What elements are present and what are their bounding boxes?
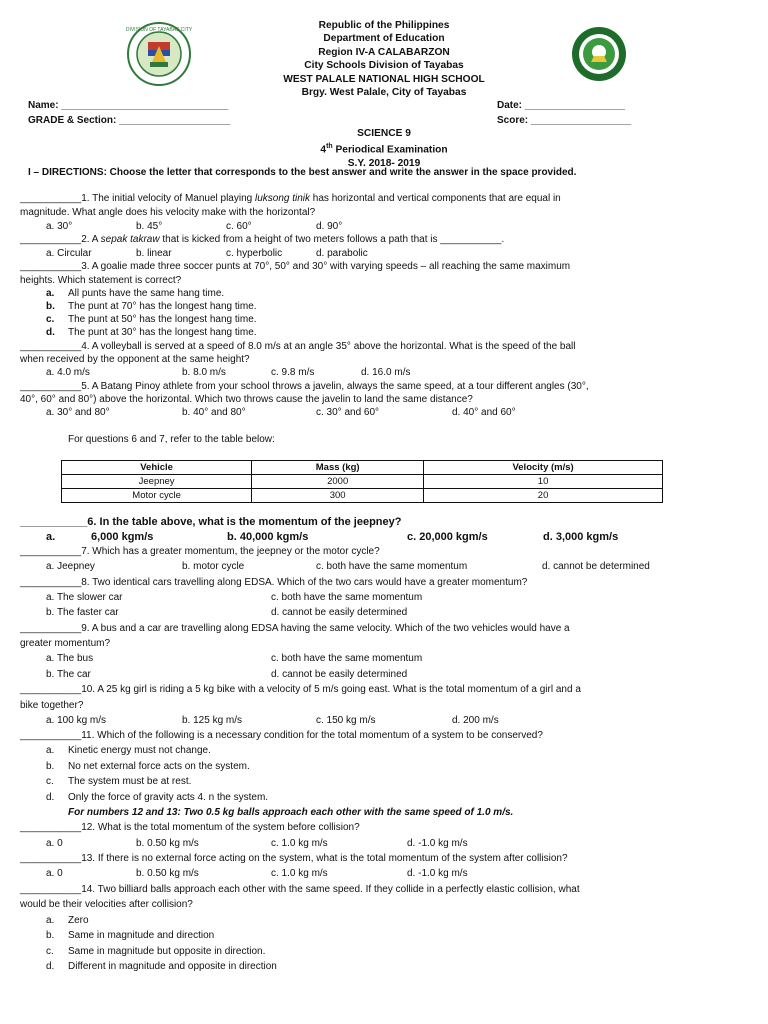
q1-option-b[interactable]: b. 45° [136, 221, 163, 232]
q6-option-b[interactable]: b. 40,000 kgm/s [227, 531, 309, 543]
q12-option-c[interactable]: c. 1.0 kg m/s [271, 838, 328, 849]
q2-option-d[interactable]: d. parabolic [316, 248, 368, 259]
table-cell: 2000 [252, 475, 424, 489]
q1-option-d[interactable]: d. 90° [316, 221, 343, 232]
q8-option-a[interactable]: a. The slower car [46, 592, 123, 603]
q10-option-b[interactable]: b. 125 kg m/s [182, 715, 243, 726]
answer-blank[interactable]: ___________ [20, 884, 82, 895]
exam-quarter: 4th Periodical Examination [320, 143, 448, 156]
q10-option-c[interactable]: c. 150 kg m/s [316, 715, 376, 726]
answer-blank[interactable]: ___________ [20, 730, 82, 741]
question-12: ___________12. What is the total momentum of the system before collision? [20, 822, 360, 833]
q9-option-b[interactable]: b. The car [46, 669, 91, 680]
table-cell: Jeepney [62, 475, 252, 489]
header-deped: Department of Education [323, 33, 445, 45]
exam-subject: SCIENCE 9 [357, 128, 411, 139]
q13-option-d[interactable]: d. -1.0 kg m/s [407, 868, 468, 879]
q14-option-c[interactable]: Same in magnitude but opposite in direction. [68, 946, 266, 957]
question-6: ___________6. In the table above, what is the momentum of the jeepney? [20, 516, 402, 528]
q14-option-d[interactable]: Different in magnitude and opposite in direction [68, 961, 277, 972]
q5-option-b[interactable]: b. 40° and 80° [182, 407, 246, 418]
q6-option-c[interactable]: c. 20,000 kgm/s [407, 531, 488, 543]
q11-letter-c: c. [46, 776, 54, 787]
header-block [0, 19, 768, 99]
q10-option-a[interactable]: a. 100 kg m/s [46, 715, 107, 726]
name-field[interactable]: Name: ______________________________ [28, 100, 229, 111]
q11-letter-a: a. [46, 745, 55, 756]
q12-option-d[interactable]: d. -1.0 kg m/s [407, 838, 468, 849]
q11-option-d[interactable]: Only the force of gravity acts 4. n the system. [68, 792, 269, 803]
question-3-line2: heights. Which statement is correct? [20, 275, 182, 286]
q2-option-a[interactable]: a. Circular [46, 248, 92, 259]
header-school: WEST PALALE NATIONAL HIGH SCHOOL [283, 73, 485, 85]
question-5-line2: 40°, 60° and 80°) above the horizontal. Which two throws cause the javelin to land the same distance? [20, 394, 473, 405]
q8-option-d[interactable]: d. cannot be easily determined [271, 607, 408, 618]
question-1: ___________1. The initial velocity of Manuel playing luksong tinik has horizontal and vertical components that are equal in [20, 193, 561, 204]
question-8: ___________8. Two identical cars travelling along EDSA. Which of the two cars would have a greater momentum? [20, 577, 528, 588]
q11-option-a[interactable]: Kinetic energy must not change. [68, 745, 211, 756]
q5-option-d[interactable]: d. 40° and 60° [452, 407, 516, 418]
q8-option-c[interactable]: c. both have the same momentum [271, 592, 423, 603]
question-5: ___________5. A Batang Pinoy athlete from your school throws a javelin, always the same speed, at a tour different angles (30°, [20, 381, 589, 392]
question-2: ___________2. A sepak takraw that is kicked from a height of two meters follows a path that is ___________. [20, 234, 505, 245]
answer-blank[interactable]: ___________ [20, 381, 82, 392]
answer-blank[interactable]: ___________ [20, 822, 82, 833]
table-row [62, 475, 663, 489]
answer-blank[interactable]: ___________ [20, 546, 82, 557]
table-cell: Motor cycle [62, 489, 252, 503]
question-4-line2: when received by the opponent at the same height? [20, 354, 250, 365]
q14-option-a[interactable]: Zero [68, 915, 89, 926]
grade-section-field[interactable]: GRADE & Section: ____________________ [28, 115, 231, 126]
header-republic: Republic of the Philippines [318, 20, 450, 31]
q6-letter-a: a. [46, 531, 56, 543]
q13-option-b[interactable]: b. 0.50 kg m/s [136, 868, 199, 879]
vehicle-table [61, 460, 663, 503]
table-cell: 10 [424, 475, 663, 489]
table-row [62, 489, 663, 503]
q4-option-a[interactable]: a. 4.0 m/s [46, 367, 90, 378]
date-field[interactable]: Date: __________________ [497, 100, 625, 111]
answer-blank[interactable]: ___________ [20, 853, 82, 864]
q14-letter-d: d. [46, 961, 55, 972]
q3-option-c[interactable]: The punt at 50° has the longest hang time. [68, 314, 257, 325]
table-header-row [62, 461, 663, 475]
table-intro: For questions 6 and 7, refer to the table below: [68, 434, 275, 445]
answer-blank[interactable]: ___________ [20, 684, 82, 695]
header-region: Region IV-A CALABARZON [318, 46, 450, 58]
answer-blank[interactable]: ___________ [20, 234, 82, 245]
q7-option-d[interactable]: d. cannot be determined [542, 561, 650, 572]
q6-option-a[interactable]: 6,000 kgm/s [91, 531, 154, 543]
question-10-line2: bike together? [20, 700, 84, 711]
q7-option-b[interactable]: b. motor cycle [182, 561, 245, 572]
table-header: Vehicle [62, 461, 252, 475]
q7-option-a[interactable]: a. Jeepney [46, 561, 95, 572]
q3-option-a[interactable]: All punts have the same hang time. [68, 288, 225, 299]
question-4: ___________4. A volleyball is served at a speed of 8.0 m/s at an angle 35° above the horizontal. What is the speed of the ball [20, 341, 576, 352]
q9-option-a[interactable]: a. The bus [46, 653, 94, 664]
q11-letter-d: d. [46, 792, 55, 803]
question-13: ___________13. If there is no external force acting on the system, what is the total momentum of the system after collision? [20, 853, 568, 864]
q9-option-c[interactable]: c. both have the same momentum [271, 653, 423, 664]
table-cell: 20 [424, 489, 663, 503]
answer-blank[interactable]: ___________ [20, 261, 82, 272]
question-14-line2: would be their velocities after collision? [20, 899, 193, 910]
q4-option-d[interactable]: d. 16.0 m/s [361, 367, 411, 378]
header-division: City Schools Division of Tayabas [304, 60, 464, 72]
exam-school-year: S.Y. 2018- 2019 [347, 158, 421, 170]
q1-option-c[interactable]: c. 60° [226, 221, 252, 232]
answer-blank[interactable]: ___________ [20, 193, 82, 204]
q2-option-c[interactable]: c. hyperbolic [226, 248, 283, 259]
q9-option-d[interactable]: d. cannot be easily determined [271, 669, 408, 680]
q1-option-a[interactable]: a. 30° [46, 221, 73, 232]
question-10: ___________10. A 25 kg girl is riding a 5 kg bike with a velocity of 5 m/s going east. What is the total momentum of a girl and a [20, 684, 581, 695]
q11-option-b[interactable]: No net external force acts on the system. [68, 761, 250, 772]
q14-letter-a: a. [46, 915, 55, 926]
directions: I – DIRECTIONS: Choose the letter that corresponds to the best answer and write the answer in the space provided. [28, 167, 577, 178]
question-9: ___________9. A bus and a car are travelling along EDSA having the same velocity. Which of the two vehicles would have a [20, 623, 570, 634]
q2-option-b[interactable]: b. linear [136, 248, 172, 259]
header-address: Brgy. West Palale, City of Tayabas [301, 87, 467, 99]
q3-letter-a: a. [46, 288, 55, 299]
q5-option-c[interactable]: c. 30° and 60° [316, 407, 380, 418]
q14-letter-c: c. [46, 946, 54, 957]
q3-letter-c: c. [46, 314, 55, 325]
q12-option-a[interactable]: a. 0 [46, 838, 63, 849]
question-1-line2: magnitude. What angle does his velocity make with the horizontal? [20, 207, 316, 218]
q7-option-c[interactable]: c. both have the same momentum [316, 561, 468, 572]
q4-option-b[interactable]: b. 8.0 m/s [182, 367, 226, 378]
question-9-line2: greater momentum? [20, 638, 111, 649]
seal-lettering: DIVISION OF TAYABAS CITY [126, 27, 192, 33]
q3-letter-b: b. [46, 301, 55, 312]
q12-option-b[interactable]: b. 0.50 kg m/s [136, 838, 199, 849]
q4-option-c[interactable]: c. 9.8 m/s [271, 367, 315, 378]
answer-blank[interactable]: ___________ [20, 341, 82, 352]
q14-letter-b: b. [46, 930, 55, 941]
q3-option-d[interactable]: The punt at 30° has the longest hang time. [68, 327, 257, 338]
q11-option-c[interactable]: The system must be at rest. [68, 776, 192, 787]
answer-blank[interactable]: ___________ [20, 623, 82, 634]
q5-option-a[interactable]: a. 30° and 80° [46, 407, 110, 418]
table-header: Velocity (m/s) [424, 461, 663, 475]
table-header: Mass (kg) [252, 461, 424, 475]
answer-blank[interactable]: ___________ [20, 516, 88, 528]
q13-option-c[interactable]: c. 1.0 kg m/s [271, 868, 328, 879]
q11-letter-b: b. [46, 761, 55, 772]
q8-option-b[interactable]: b. The faster car [46, 607, 119, 618]
question-3: ___________3. A goalie made three soccer punts at 70°, 50° and 30° with varying speeds – all reaching the same maximum [20, 261, 571, 272]
q6-option-d[interactable]: d. 3,000 kgm/s [543, 531, 619, 543]
score-field[interactable]: Score: __________________ [497, 115, 632, 126]
question-14: ___________14. Two billiard balls approach each other with the same speed. If they collide in a perfectly elastic collision, what [20, 884, 580, 895]
q13-option-a[interactable]: a. 0 [46, 868, 63, 879]
q3-letter-d: d. [46, 327, 55, 338]
q3-option-b[interactable]: The punt at 70° has the longest hang time. [68, 301, 257, 312]
q14-option-b[interactable]: Same in magnitude and direction [68, 930, 215, 941]
question-11: ___________11. Which of the following is a necessary condition for the total momentum of a system to be conserved? [20, 730, 543, 741]
question-7: ___________7. Which has a greater momentum, the jeepney or the motor cycle? [20, 546, 380, 557]
q10-option-d[interactable]: d. 200 m/s [452, 715, 499, 726]
answer-blank[interactable]: ___________ [20, 577, 82, 588]
table-cell: 300 [252, 489, 424, 503]
exam-title-block [0, 127, 768, 171]
questions-12-13-note: For numbers 12 and 13: Two 0.5 kg balls approach each other with the same speed of 1.0 m/s. [68, 807, 514, 818]
